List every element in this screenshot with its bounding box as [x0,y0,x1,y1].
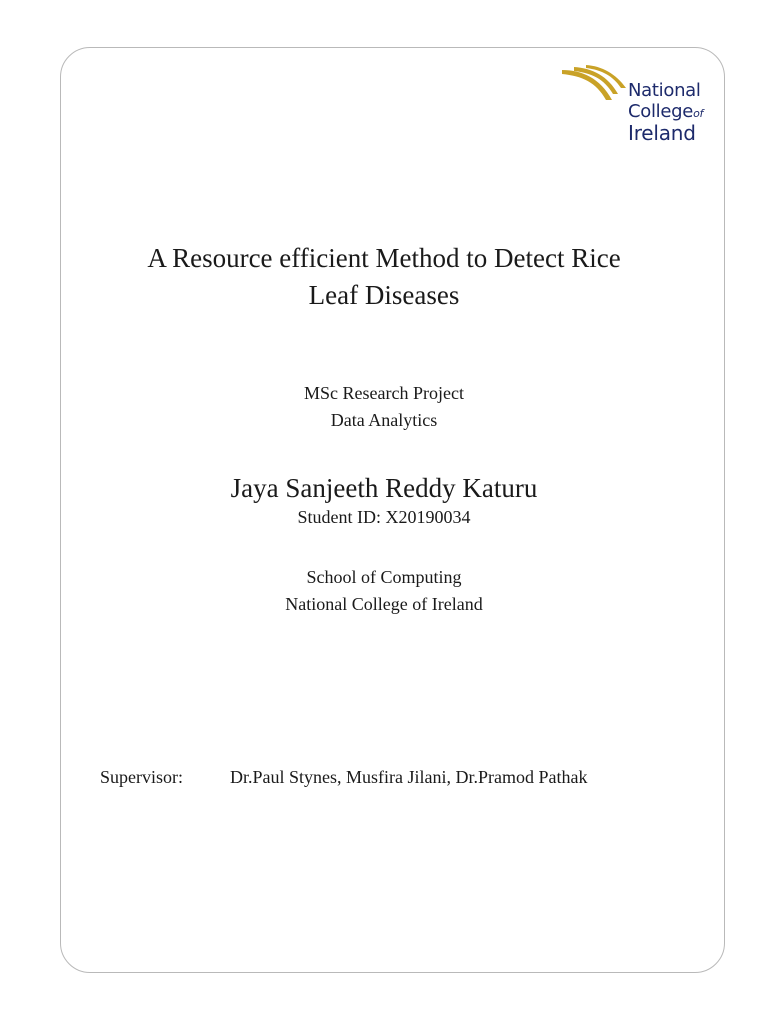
program-info [70,380,698,434]
supervisor-row [100,765,587,789]
logo-text-ireland: Ireland [628,121,696,145]
department-label: School of Computing [306,567,462,587]
institution-label: National College of Ireland [285,594,483,614]
supervisor-label: Supervisor: [100,767,183,787]
student-id: Student ID: X20190034 [297,507,471,527]
school-info [70,564,698,618]
logo-swoosh-icon [560,64,630,104]
course-label: Data Analytics [330,410,438,430]
supervisor-names: Dr.Paul Stynes, Musfira Jilani, Dr.Pramod Pathak [230,767,588,787]
logo-text-national: National [628,80,701,101]
document-title [70,240,698,314]
author-info [70,472,698,530]
logo-text-college: College [628,101,694,122]
college-logo [560,64,710,154]
author-name: Jaya Sanjeeth Reddy Katuru [230,473,538,503]
title-line-1: A Resource efficient Method to Detect Rice [147,243,621,273]
logo-text-of: of [693,107,704,120]
title-line-2: Leaf Diseases [308,280,460,310]
degree-label: MSc Research Project [304,383,464,403]
